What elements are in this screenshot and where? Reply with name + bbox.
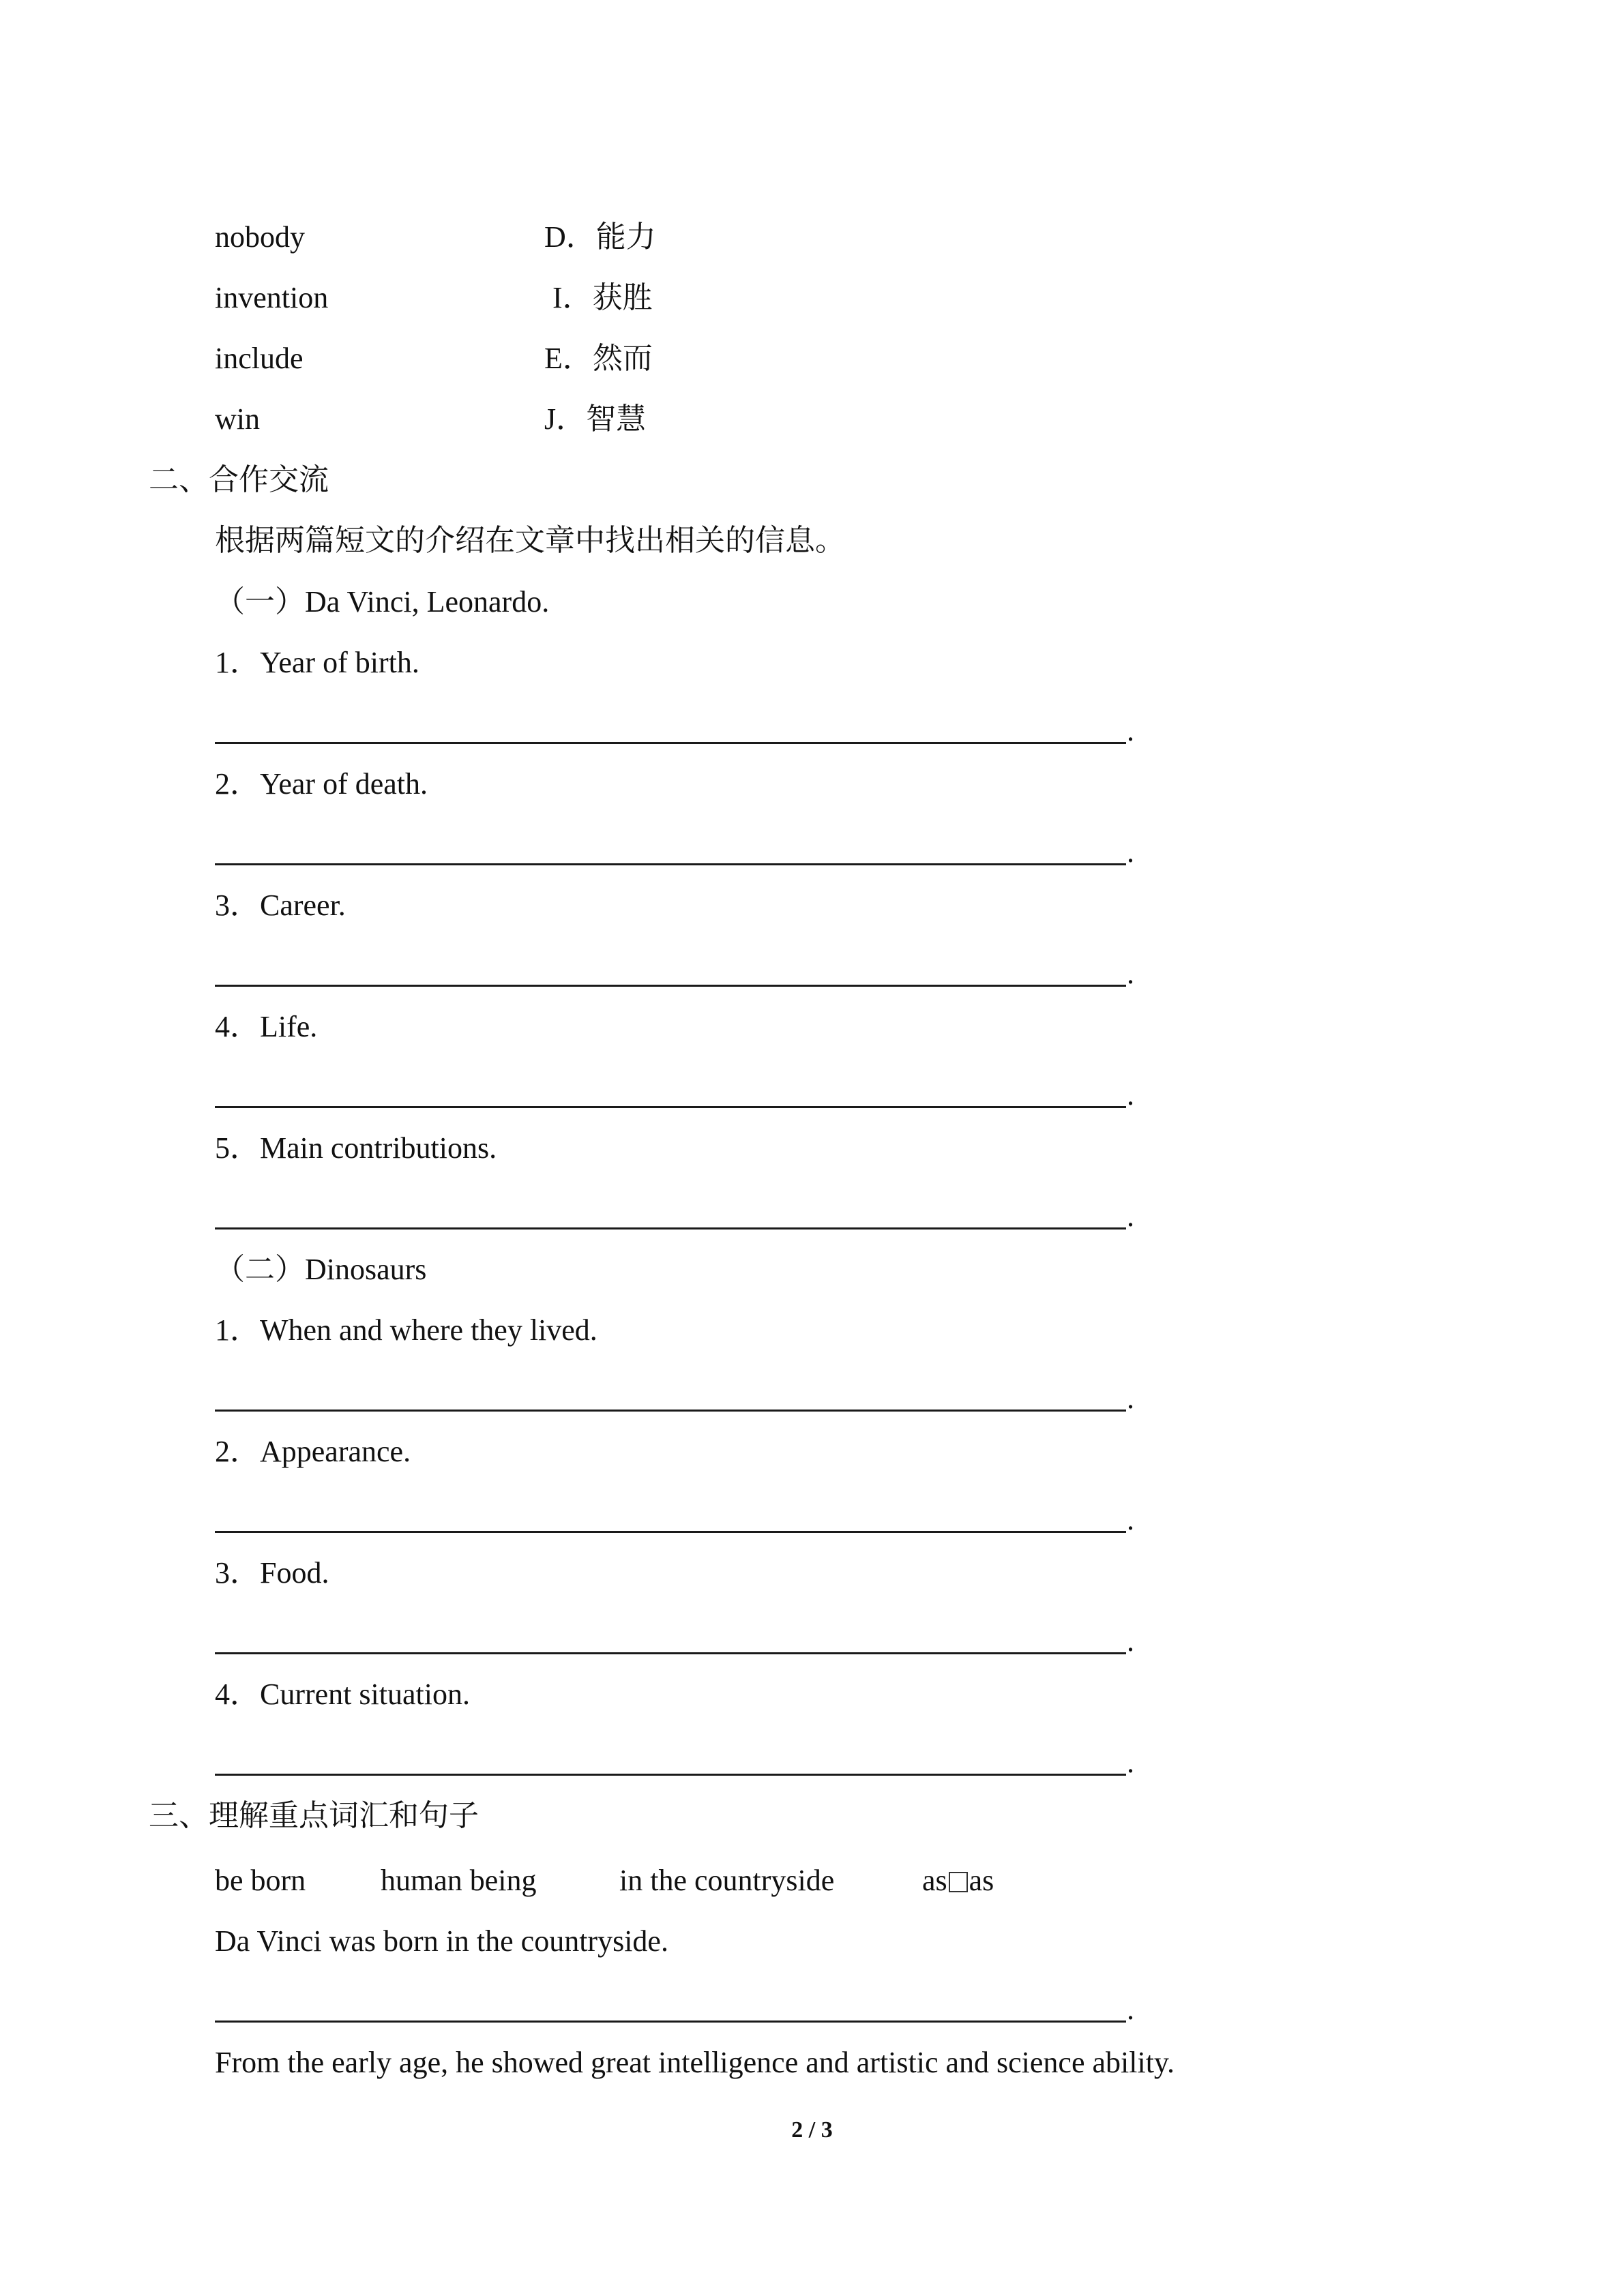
vocab-english: include [215, 342, 304, 375]
answer-line[interactable] [215, 1410, 1126, 1412]
answer-period: . [1127, 957, 1134, 990]
question-item: 4．Current situation. [215, 1678, 470, 1711]
part-title: （一）Da Vinci, Leonardo. [215, 585, 550, 618]
answer-period: . [1127, 1746, 1134, 1779]
answer-period: . [1127, 1503, 1134, 1536]
answer-period: . [1127, 714, 1134, 747]
phrase: as [969, 1864, 994, 1897]
question-item: 3．Food. [215, 1556, 329, 1590]
section-heading: 三、理解重点词汇和句子 [149, 1799, 479, 1832]
answer-line[interactable] [215, 2021, 1126, 2023]
example-sentence: From the early age, he showed great intelligence and artistic and science ability. [215, 2046, 1175, 2079]
vocab-chinese: D．能力 [544, 220, 656, 254]
example-sentence: Da Vinci was born in the countryside. [215, 1924, 668, 1958]
answer-period: . [1127, 1382, 1134, 1415]
question-item: 2．Appearance. [215, 1435, 411, 1468]
answer-period: . [1127, 1199, 1134, 1233]
phrase-as-as [922, 1862, 994, 1900]
question-item: 3．Career. [215, 889, 346, 922]
vocab-chinese: I．获胜 [552, 281, 653, 314]
answer-line[interactable] [215, 863, 1126, 865]
blank-box-icon [949, 1872, 968, 1892]
vocab-chinese: E．然而 [544, 342, 653, 375]
answer-line[interactable] [215, 1531, 1126, 1533]
answer-line[interactable] [215, 742, 1126, 744]
phrase: in the countryside [619, 1864, 835, 1897]
vocab-english: nobody [215, 220, 305, 254]
phrase: as [922, 1864, 947, 1897]
answer-line[interactable] [215, 1106, 1126, 1108]
question-item: 2．Year of death. [215, 767, 428, 801]
question-item: 1．Year of birth. [215, 646, 419, 679]
phrase: be born [215, 1864, 306, 1897]
section-instruction: 根据两篇短文的介绍在文章中找出相关的信息。 [215, 524, 845, 557]
answer-line[interactable] [215, 985, 1126, 987]
vocab-english: invention [215, 281, 329, 314]
question-item: 1．When and where they lived. [215, 1313, 597, 1347]
page-number: 2 / 3 [791, 2117, 833, 2143]
vocab-chinese: J．智慧 [544, 402, 647, 436]
section-heading: 二、合作交流 [149, 463, 329, 496]
answer-period: . [1127, 1993, 1134, 2026]
answer-line[interactable] [215, 1652, 1126, 1654]
answer-line[interactable] [215, 1774, 1126, 1776]
phrase: human being [381, 1864, 537, 1897]
question-item: 5．Main contributions. [215, 1131, 497, 1165]
vocab-english: win [215, 402, 260, 436]
answer-line[interactable] [215, 1227, 1126, 1229]
question-item: 4．Life. [215, 1010, 318, 1043]
answer-period: . [1127, 1078, 1134, 1112]
part-title: （二）Dinosaurs [215, 1253, 427, 1286]
answer-period: . [1127, 1624, 1134, 1658]
answer-period: . [1127, 835, 1134, 869]
